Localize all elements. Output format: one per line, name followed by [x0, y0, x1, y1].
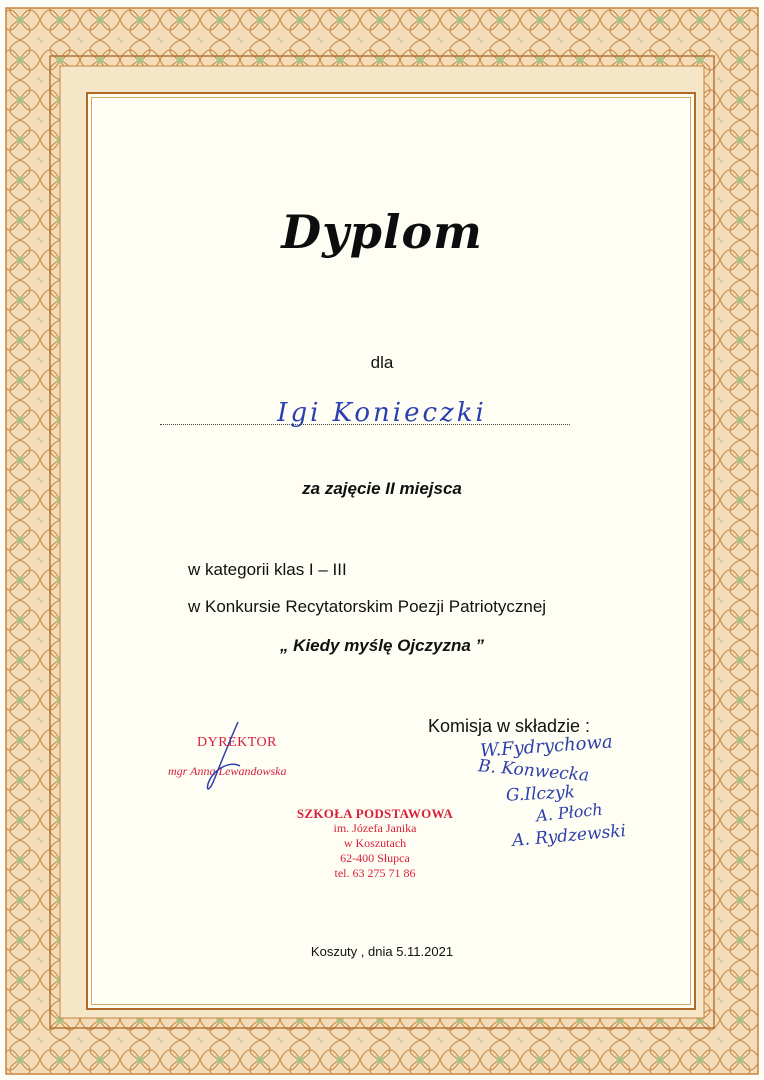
- contest-line: w Konkursie Recytatorskim Poezji Patriotycznej: [188, 597, 547, 616]
- category-line: w kategorii klas I – III: [188, 560, 347, 579]
- committee-signature: B. Konwecka: [477, 756, 590, 786]
- director-signature: [200, 720, 260, 800]
- committee-label: Komisja w składzie :: [428, 716, 591, 736]
- school-stamp-line: w Koszutach: [343, 836, 407, 850]
- school-stamp-line: im. Józefa Janika: [333, 821, 417, 835]
- school-stamp-line: SZKOŁA PODSTAWOWA: [296, 806, 454, 821]
- director-stamp-name: mgr Anna Lewandowska: [168, 764, 287, 778]
- school-stamp-line: tel. 63 275 71 86: [334, 866, 416, 880]
- diploma-title: Dyplom: [281, 205, 483, 259]
- for-label: dla: [370, 353, 394, 372]
- date-line: Koszuty , dnia 5.11.2021: [310, 944, 454, 959]
- award-place: za zajęcie II miejsca: [302, 479, 462, 498]
- recipient-name: Igi Konieczki: [277, 398, 487, 428]
- school-stamp-line: 62-400 Słupca: [340, 851, 410, 865]
- committee-signature: G.Ilczyk: [505, 782, 576, 806]
- committee-signature: W.Fydrychowa: [479, 731, 614, 762]
- school-stamp: [290, 806, 460, 881]
- director-stamp-title: DYREKTOR: [197, 735, 277, 750]
- committee-signature: A. Płoch: [535, 799, 604, 826]
- contest-title: „ Kiedy myślę Ojczyzna ”: [279, 636, 485, 655]
- committee-signature: A. Rydzewski: [511, 821, 627, 851]
